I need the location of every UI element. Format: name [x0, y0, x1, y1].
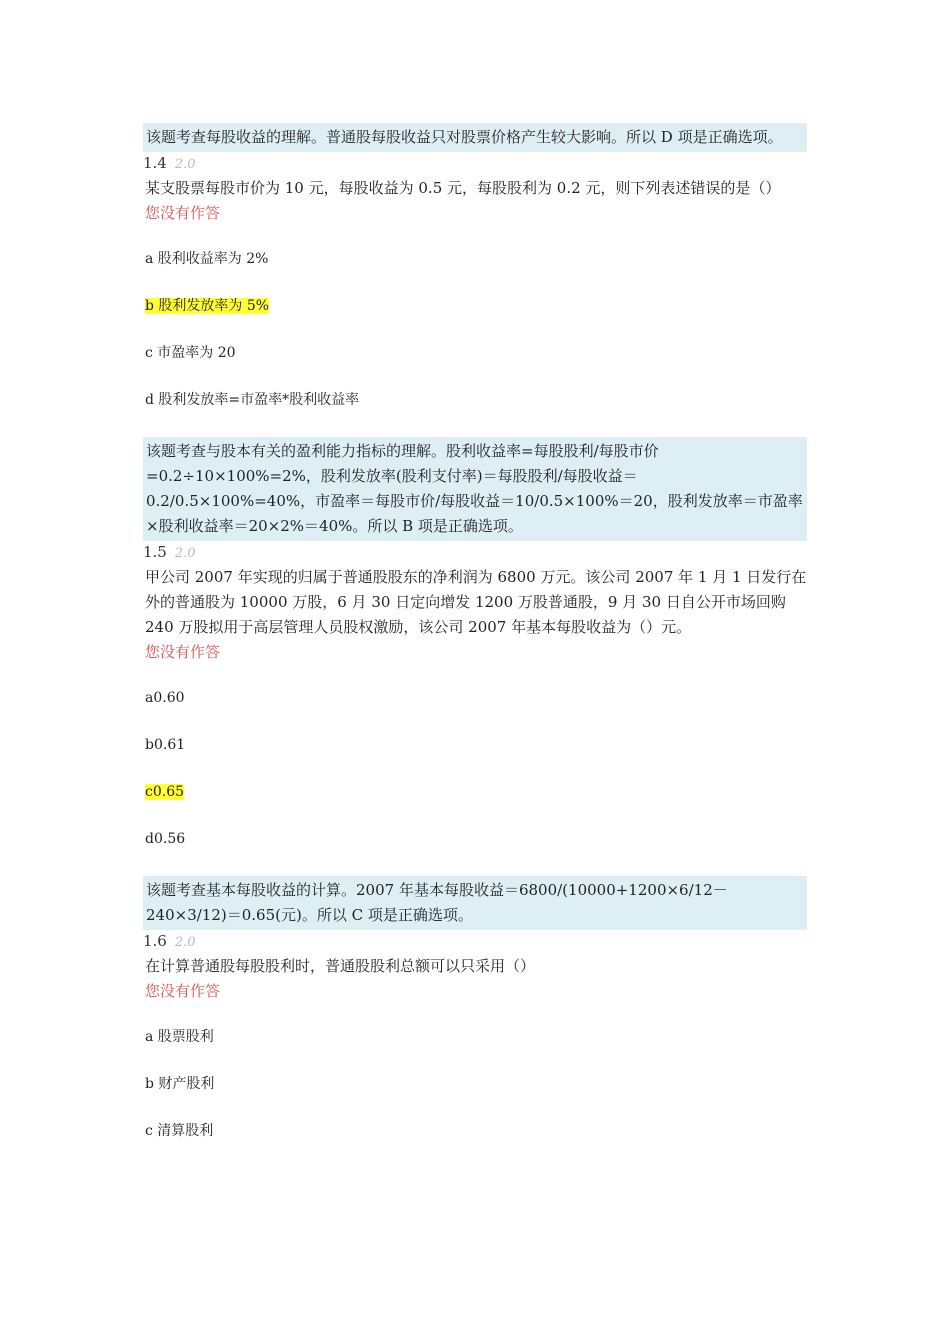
question-text: 甲公司 2007 年实现的归属于普通股股东的净利润为 6800 万元。该公司 2007 年 1 月 1 日发行在外的普通股为 10000 万股，6 月 30 日定向增发 1200 万股普通股，9 月 30 日自公开市场回购 240 万股拟用于高层管理人员股权激励，该公司 2007 年基本每股收益为（）元。 — [145, 568, 807, 636]
option-label-highlighted: c0.65 — [145, 784, 185, 800]
question-text: 在计算普通股每股股利时，普通股股利总额可以只采用（） — [145, 957, 536, 975]
option-d[interactable] — [143, 828, 807, 850]
question-header — [143, 152, 807, 176]
question-number: 1.5 — [143, 543, 167, 561]
explanation-box: 该题考查基本每股收益的计算。2007 年基本每股收益＝6800/(10000+1200×6/12－240×3/12)＝0.65(元)。所以 C 项是正确选项。 — [143, 876, 807, 930]
question-score: 2.0 — [174, 157, 196, 172]
question-header — [143, 541, 807, 565]
option-label: d0.56 — [145, 831, 186, 847]
no-answer-status: 您没有作答 — [145, 643, 221, 661]
option-label: d 股利发放率=市盈率*股利收益率 — [145, 392, 360, 408]
option-label: b0.61 — [145, 737, 186, 753]
question-block — [143, 930, 807, 1142]
option-a[interactable] — [143, 687, 807, 709]
no-answer-status: 您没有作答 — [145, 204, 221, 222]
question-score: 2.0 — [174, 546, 196, 561]
option-label: c 市盈率为 20 — [145, 345, 236, 361]
option-c[interactable] — [143, 1120, 807, 1142]
explanation-box: 该题考查每股收益的理解。普通股每股收益只对股票价格产生较大影响。所以 D 项是正确选项。 — [143, 123, 807, 152]
explanation-box: 该题考查与股本有关的盈利能力指标的理解。股利收益率=每股股利/每股市价=0.2÷10×100%=2%，股利发放率(股利支付率)＝每股股利/每股收益＝0.2/0.5×100%=40%，市盈率＝每股市价/每股收益＝10/0.5×100%＝20，股利发放率＝市盈率×股利收益率＝20×2%＝40%。所以 B 项是正确选项。 — [143, 437, 807, 541]
option-label: b 财产股利 — [145, 1076, 215, 1092]
question-block — [143, 541, 807, 876]
option-c-correct[interactable] — [143, 781, 807, 803]
document-body — [143, 123, 807, 1142]
no-answer-status: 您没有作答 — [145, 982, 221, 1000]
option-label: c 清算股利 — [145, 1123, 214, 1139]
question-number: 1.4 — [143, 154, 167, 172]
option-c[interactable] — [143, 342, 807, 364]
question-score: 2.0 — [174, 935, 196, 950]
question-text: 某支股票每股市价为 10 元，每股收益为 0.5 元，每股股利为 0.2 元，则下列表述错误的是（） — [145, 179, 781, 197]
option-b[interactable] — [143, 1073, 807, 1095]
option-a[interactable] — [143, 248, 807, 270]
option-b-correct[interactable] — [143, 295, 807, 317]
option-label: a 股票股利 — [145, 1029, 214, 1045]
option-a[interactable] — [143, 1026, 807, 1048]
option-d[interactable] — [143, 389, 807, 411]
question-number: 1.6 — [143, 932, 167, 950]
question-header — [143, 930, 807, 954]
option-label-highlighted: b 股利发放率为 5% — [145, 298, 270, 314]
option-b[interactable] — [143, 734, 807, 756]
option-label: a 股利收益率为 2% — [145, 251, 269, 267]
option-label: a0.60 — [145, 690, 185, 706]
question-block — [143, 152, 807, 437]
